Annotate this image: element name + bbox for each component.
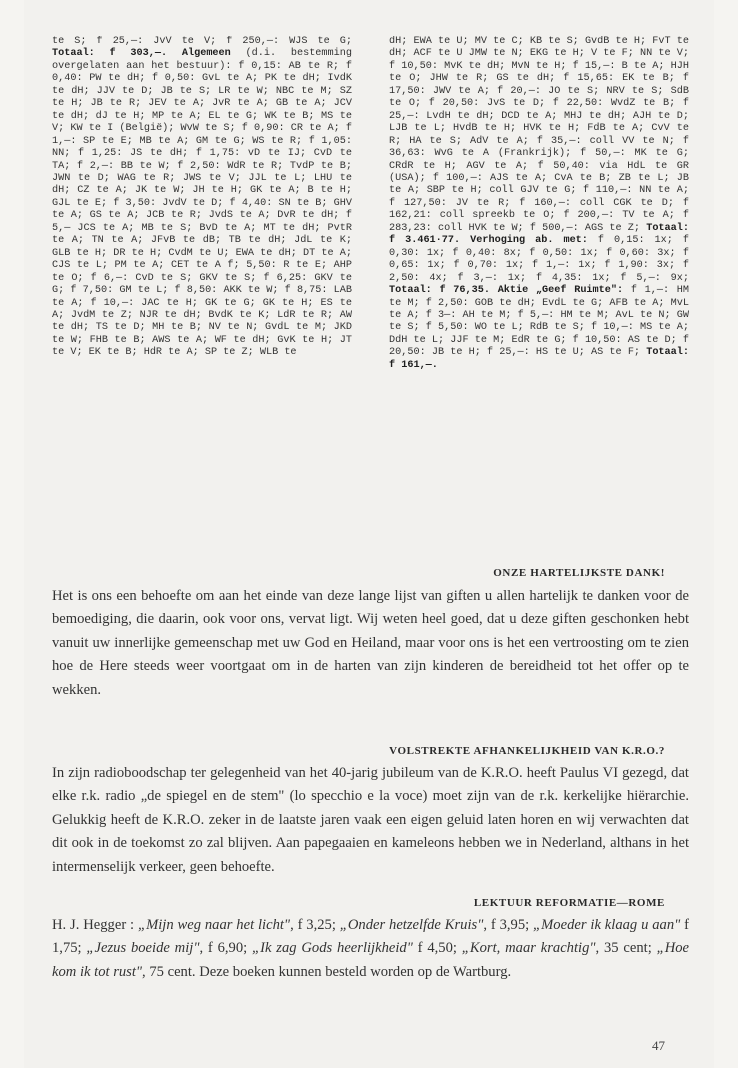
section-heading-kro: VOLSTREKTE AFHANKELIJKHEID VAN K.R.O.? [389, 745, 665, 757]
text-run: te S; f 25,—: JvV te V; f 250,—: WJS te G; [52, 36, 352, 47]
text-run: f 1,75; [52, 917, 689, 957]
text-run: , f 3,95; [483, 917, 534, 933]
text-run [460, 235, 470, 246]
italic-title: „Ik zag Gods heerlijkheid" [252, 940, 413, 957]
section-body-kro [52, 762, 689, 879]
italic-title: „Hoe kom ik tot rust" [52, 940, 690, 980]
bold-run: Totaal: f 161,—. [389, 347, 689, 371]
italic-title: „Onder hetzelfde Kruis" [339, 917, 484, 933]
kro-paragraph [52, 762, 689, 879]
section-body-thanks [52, 585, 689, 702]
text-run: Het is ons een behoefte om aan het einde van deze lange lijst van giften u allen hartelijk te danken voor de bemoediging, die daarin, ook voor ons, vervat ligt. Wij weten heel goed, dat u deze giften geschonken hebt vanuit uw innerlijke gemeenschap met uw God en Heiland, maar voor ons is het een vertroosting om te zien hoe de Here steeds weer voortgaat om in de harten van zijn kinderen de bereidheid tot het offer op te wekken. [52, 588, 689, 698]
italic-title: „Mijn weg naar het licht" [137, 917, 291, 933]
italic-title: „Moeder ik klaag u aan" [533, 917, 681, 933]
italic-title: „Kort, maar krachtig" [461, 940, 596, 957]
text-run: f 1,—: HM te M; f 2,50: GOB te dH; EvdL te G; AFB te A; MvL te A; f 3—: AH te M; f 5,—: HM te M; AvL te N; GW te S; f 5,50: WO te L; RdB te S; f 10,—: MS te A; DdH te L; JJF te M; EdR te G; f 10,50: AS te D; f 20,50: JB te H; f 25,—: HS te U; AS te F; [389, 285, 689, 359]
lektuur-paragraph [52, 914, 689, 984]
text-run: , f 3,25; [290, 917, 340, 933]
bold-run: Verhoging ab. met: [470, 235, 588, 247]
donation-column-left [52, 36, 352, 372]
text-run: , 75 cent. Deze boeken kunnen besteld worden op de Wartburg. [142, 963, 512, 980]
text-run: f 0,15: 1x; f 0,30: 1x; f 0,40: 8x; f 0,50: 1x; f 0,60: 3x; f 0,65: 1x; f 0,70: 1x; f 1,—: 1x; f 1,90: 3x; f 2,50: 4x; f 3,—: 1x; f 4,35: 1x; f 5,—: 9x; [389, 235, 689, 284]
bold-run: Totaal: f 303,—. [52, 48, 168, 60]
bold-run: Algemeen [181, 48, 231, 60]
section-heading-lektuur: LEKTUUR REFORMATIE—ROME [473, 897, 665, 909]
text-run: , f 6,90; [199, 940, 253, 957]
section-body-lektuur [52, 914, 689, 984]
text-run: (d.i. bestemming overgelaten aan het bestuur): f 0,15: AB te R; f 0,40: PW te dH; f 0,50: GvL te A; PK te dH; IvdK te dH; JJV te D; JB te S; LR te W; NBC te M; SZ te H; JB te R; JEV te A; JvR te A; GB te A; JCV te dH; dJ te H; MP te A; EL te G; WK te B; MS te V; KW te I (België); WvW te S; f 0,90: CR te A; f 1,—: SP te E; MB te A; GM te G; WS te R; f 1,05: NN; f 1,25: JS te dH; f 1,75: vD te IJ; CvD te TA; f 2,—: BB te W; f 2,50: WdR te R; TvdP te B; JWN te D; WAG te R; JWS te V; JJL te L; LHU te dH; CZ te A; JK te W; JH te H; GK te A; B te H; GJL te E; f 3,50: JvdV te D; f 4,40: SN te B; GHV te A; GS te A; JCB te R; JvdS te A; DvR te dH; f 5,— JCS te A; MB te S; BvD te A; MT te dH; PvtR te A; TN te A; JFvB te dB; TB te dH; JdL te K; GLB te H; DR te H; CvdM te U; EWA te dH; DT te A; CJS te L; PM te A; CET te A f; 5,50: R te E; AHP te O; f 6,—: CvD te S; GKV te S; f 6,25: GKV te G; f 7,50: GM te L; f 8,50: AKK te W; f 8,75: LAB te A; f 10,—: JAC te H; GK te G; GK te H; ES te A; JvdM te Z; NJR te dH; BvdK te K; LdR te R; AW te dH; TS te D; MH te B; NV te N; GvdL te M; JKD te W; FHB te B; AWS te A; WF te dH; GvK te H; JT te V; EK te B; HdR te A; SP te Z; WLB te [52, 48, 352, 359]
donation-columns [52, 36, 689, 372]
bold-run: Totaal: f 3.461·77. [389, 222, 689, 247]
bold-run: Aktie „Geef Ruimte": [497, 285, 624, 297]
text-run: dH; EWA te U; MV te C; KB te S; GvdB te H; FvT te dH; ACF te U JMW te N; EKG te H; V te F; NN te V; f 10,50: MvK te dH; MvN te H; f 15,—: B te A; HJH te O; JHW te R; GS te dH; f 15,65: EK te B; f 17,50: JWV te A; f 20,—: JO te S; NRV te S; SdB te O; f 20,50: JvS te D; f 22,50: WvdZ te B; f 25,—: LvdH te dH; DCD te A; MHJ te dH; AJH te D; LJB te L; HvdB te H; HVK te H; FdB te A; CvV te R; HA te S; AdV te A; f 35,—: coll VV te N; f 36,63: WvG te A (Frankrijk); f 50,—: MK te G; CRdR te H; AGV te A; f 50,40: via HdL te GR (USA); f 100,—: AJS te A; CvA te B; ZB te L; JB te A; SBP te H; coll GJV te G; f 110,—: NN te A; f 127,50: JV te R; f 160,—: coll CGK te D; f 162,21: coll spreekb te O; f 200,—: TV te A; f 283,23: coll HVK te W; f 500,—: AGS te Z; [389, 36, 689, 234]
text-run: , 35 cent; [595, 940, 657, 957]
text-run: H. J. Hegger : [52, 917, 138, 933]
section-heading-thanks: ONZE HARTELIJKSTE DANK! [493, 567, 665, 579]
donation-list-right [389, 36, 689, 372]
page-number: 47 [652, 1038, 665, 1053]
text-run [490, 285, 498, 296]
donation-list-left [52, 36, 352, 360]
text-run: f 4,50; [412, 940, 462, 957]
bold-run: Totaal: f 76,35. [389, 285, 490, 297]
text-run: In zijn radioboodschap ter gelegenheid van het 40-jarig jubileum van de K.R.O. heeft Paulus VI gezegd, dat elke r.k. radio „de spiegel en de stem" (lo specchio e la voce) moet zijn van de r.k. kerkelijke hiërarchie. Gelukkig heeft de K.R.O. zeker in de laatste jaren vaak een eigen geluid laten horen en wij verwachten dat dit ook in de toekomst zo zal blijven. Aan papegaaien en kameleons hebben we in Nederland, althans in het intermenselijk verkeer, geen behoefte. [52, 765, 689, 875]
text-run [167, 48, 182, 59]
document-page [24, 0, 714, 1068]
thanks-paragraph [52, 585, 689, 702]
donation-column-right [389, 36, 689, 372]
italic-title: „Jezus boeide mij" [86, 940, 200, 957]
